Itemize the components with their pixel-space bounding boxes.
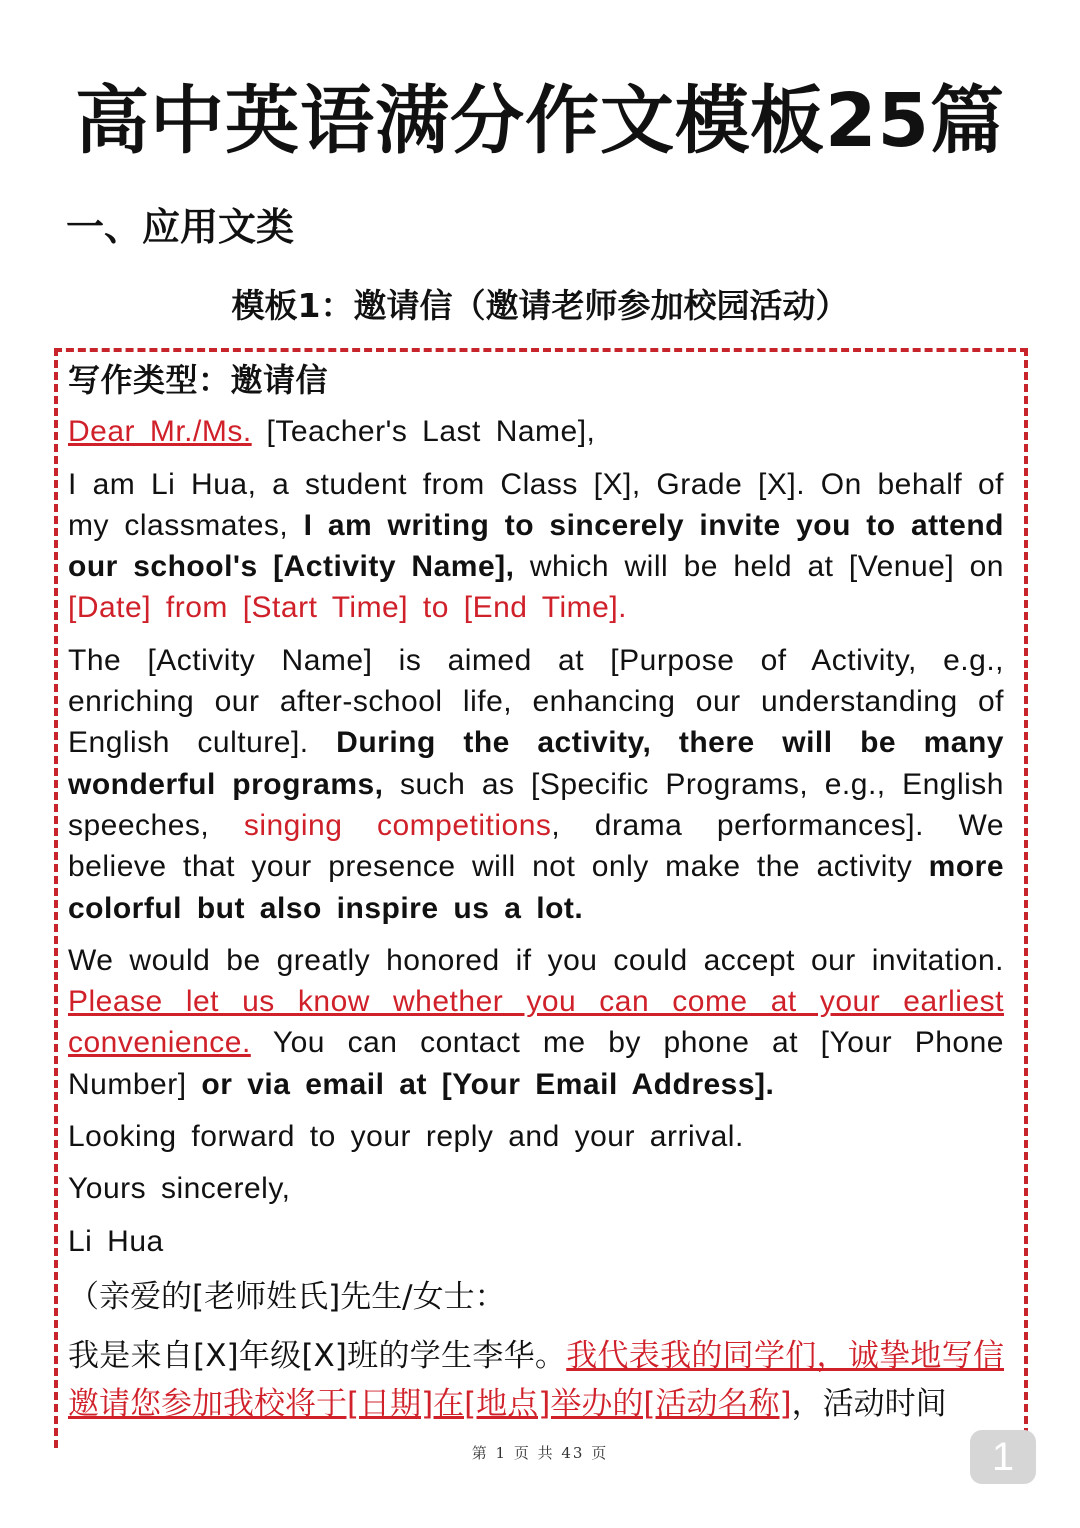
p3-bold: or via email at [Your Email Address].	[201, 1067, 775, 1101]
salutation-rest: [Teacher's Last Name],	[251, 415, 596, 449]
cn2-text-c: ，活动时间	[791, 1385, 947, 1422]
p3-text-c: You can contact me by phone at [Your Phone Number]	[68, 1026, 1004, 1101]
template-heading: 模板1：邀请信（邀请老师参加校园活动）	[231, 286, 849, 325]
letter-content	[68, 360, 1004, 1439]
signature: Li Hua	[68, 1224, 164, 1258]
p2-bold-2: more colorful but also inspire us a lot.	[68, 850, 1004, 925]
paragraph-1	[68, 464, 1004, 629]
writing-type-label: 写作类型：邀请信	[68, 361, 329, 399]
page-footer: 第 1 页 共 43 页	[471, 1444, 609, 1462]
p1-bold: I am writing to sincerely invite you to attend our school's [Activity Name],	[68, 508, 1004, 584]
p2-red: singing competitions	[243, 808, 552, 842]
letter-frame	[54, 348, 1028, 1448]
p1-red: [Date] from [Start Time] to [End Time].	[68, 591, 627, 625]
salutation	[68, 411, 1004, 452]
p2-text-e: , drama performances]. We believe that your presence will not only make the activity	[68, 808, 1004, 884]
cn2-text-a: 我是来自[X]年级[X]班的学生李华。	[68, 1337, 567, 1374]
paragraph-3	[68, 940, 1004, 1105]
p3-red-underline: Please let us know whether you can come at your earliest convenience.	[68, 985, 1004, 1060]
p2-text-a: The [Activity Name] is aimed at [Purpose of Activity, e.g., enriching our after-school life, enhancing our understanding of English culture].	[68, 643, 1004, 760]
salutation-red: Dear Mr./Ms.	[68, 415, 252, 449]
chinese-paragraph-1	[68, 1332, 1004, 1428]
document-title: 高中英语满分作文模板25篇	[75, 78, 1005, 164]
page-number-badge: 1	[970, 1430, 1036, 1484]
closing: Yours sincerely,	[68, 1172, 291, 1206]
p1-text-a: I am Li Hua, a student from Class [X], Grade [X]. On behalf of my classmates,	[68, 467, 1004, 542]
p2-bold-1: During the activity, there will be many wonderful programs,	[68, 726, 1004, 801]
paragraph-4: Looking forward to your reply and your arrival.	[68, 1120, 744, 1154]
paragraph-2	[68, 640, 1004, 929]
chinese-salutation: （亲爱的[老师姓氏]先生/女士：	[68, 1278, 506, 1315]
p1-text-c: which will be held at [Venue] on	[514, 550, 1004, 584]
section-heading: 一、应用文类	[66, 205, 295, 249]
p3-text-a: We would be greatly honored if you could accept our invitation.	[68, 943, 1004, 977]
p2-text-c: such as [Specific Programs, e.g., English speeches,	[68, 767, 1004, 842]
cn2-red-underline: 我代表我的同学们，诚挚地写信邀请您参加我校将于[日期]在[地点]举办的[活动名称]	[68, 1337, 1004, 1422]
